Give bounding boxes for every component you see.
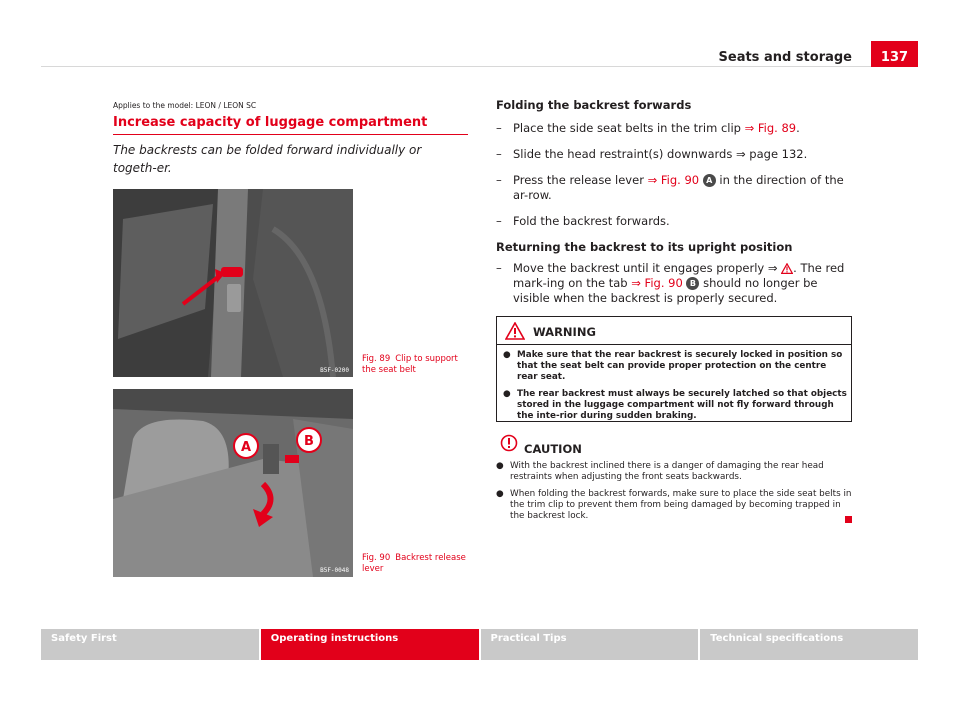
step-text: . The red mark-ing on the tab bbox=[513, 261, 845, 290]
list-item bbox=[496, 261, 856, 306]
end-of-section-marker bbox=[845, 516, 852, 523]
figure-link[interactable]: ⇒ Fig. 90 bbox=[647, 173, 700, 187]
warning-title: WARNING bbox=[533, 325, 596, 339]
page-heading: Increase capacity of luggage compartment bbox=[113, 115, 468, 135]
figure-label-a: A bbox=[240, 440, 252, 455]
figure-caption bbox=[362, 553, 472, 575]
caution-text: With the backrest inclined there is a danger of damaging the rear head restraints when adjusting the front seats backwards. bbox=[510, 461, 824, 482]
intro-text: The backrests can be folded forward individually or togeth-er. bbox=[113, 143, 422, 175]
dash-marker: – bbox=[496, 214, 502, 228]
step-text: should no longer be visible when the backrest is properly secured. bbox=[513, 276, 818, 305]
figure-caption bbox=[362, 354, 472, 376]
caution-icon bbox=[500, 434, 518, 452]
warning-box bbox=[496, 316, 852, 422]
caption-text: Clip to support the seat belt bbox=[362, 354, 458, 375]
list-item bbox=[496, 461, 856, 483]
figure-code: B5F-0200 bbox=[320, 367, 349, 374]
caution-text: When folding the backrest forwards, make sure to place the side seat belts in the trim clip to prevent them from being damaged by becoming trapped in the backrest lock. bbox=[510, 489, 852, 521]
footer-tab-practical-tips[interactable]: Practical Tips bbox=[481, 629, 699, 660]
caption-number: Fig. 90 bbox=[362, 553, 391, 563]
step-text: Place the side seat belts in the trim clip bbox=[513, 121, 741, 135]
footer-nav bbox=[41, 629, 918, 660]
callout-badge-b: B bbox=[686, 277, 699, 290]
page-number: 137 bbox=[871, 41, 918, 67]
header-rule bbox=[41, 66, 918, 67]
list-item bbox=[496, 214, 856, 229]
warning-text: The rear backrest must always be securely latched so that objects stored in the luggage compartment will not fly forward through the inte-rior during sudden braking. bbox=[517, 389, 847, 421]
dash-marker: – bbox=[496, 261, 502, 275]
caption-number: Fig. 89 bbox=[362, 354, 391, 364]
bullet-marker: ● bbox=[496, 461, 504, 471]
instructions-column bbox=[496, 98, 856, 317]
dash-marker: – bbox=[496, 147, 502, 161]
dash-marker: – bbox=[496, 121, 502, 135]
figure-seat-belt-clip bbox=[113, 189, 353, 377]
caption-text: Backrest release lever bbox=[362, 553, 466, 574]
dash-marker: – bbox=[496, 173, 502, 187]
applies-to-note: Applies to the model: LEON / LEON SC bbox=[113, 101, 257, 110]
list-item bbox=[496, 121, 856, 136]
warning-text: Make sure that the rear backrest is securely locked in position so that the seat belt can provide proper protection on the centre rear seat. bbox=[517, 350, 843, 382]
step-end: in the direction of the ar-row. bbox=[513, 173, 844, 202]
step-text: Press the release lever bbox=[513, 173, 644, 187]
footer-tab-operating-instructions[interactable]: Operating instructions bbox=[261, 629, 479, 660]
step-text: Slide the head restraint(s) downwards ⇒ page 132. bbox=[513, 147, 808, 161]
bullet-marker: ● bbox=[496, 489, 504, 499]
list-item bbox=[496, 173, 856, 203]
list-item bbox=[496, 489, 856, 522]
bullet-marker: ● bbox=[503, 389, 511, 399]
figure-link[interactable]: ⇒ Fig. 89 bbox=[744, 121, 797, 135]
list-item bbox=[503, 389, 849, 422]
caution-header bbox=[496, 434, 696, 458]
caution-title: CAUTION bbox=[524, 442, 582, 456]
footer-tab-safety-first[interactable]: Safety First bbox=[41, 629, 259, 660]
bullet-marker: ● bbox=[503, 350, 511, 360]
figure-backrest-release bbox=[113, 389, 353, 577]
step-text: Move the backrest until it engages properly ⇒ bbox=[513, 261, 778, 275]
figure-label-b: B bbox=[304, 434, 314, 449]
warning-triangle-icon bbox=[505, 322, 525, 340]
list-item bbox=[503, 350, 849, 383]
subheading-returning: Returning the backrest to its upright position bbox=[496, 240, 793, 254]
step-end: . bbox=[796, 121, 800, 135]
figure-code: B5F-0048 bbox=[320, 567, 349, 574]
footer-tab-technical-specifications[interactable]: Technical specifications bbox=[700, 629, 918, 660]
warning-body bbox=[503, 350, 849, 428]
section-title: Seats and storage bbox=[718, 50, 852, 65]
warning-header bbox=[497, 317, 851, 345]
callout-badge-a: A bbox=[703, 174, 716, 187]
caution-body bbox=[496, 461, 856, 528]
subheading-folding: Folding the backrest forwards bbox=[496, 98, 692, 112]
warning-triangle-icon[interactable] bbox=[781, 263, 793, 274]
step-text: Fold the backrest forwards. bbox=[513, 214, 670, 228]
list-item bbox=[496, 147, 856, 162]
figure-link[interactable]: ⇒ Fig. 90 bbox=[631, 276, 683, 290]
